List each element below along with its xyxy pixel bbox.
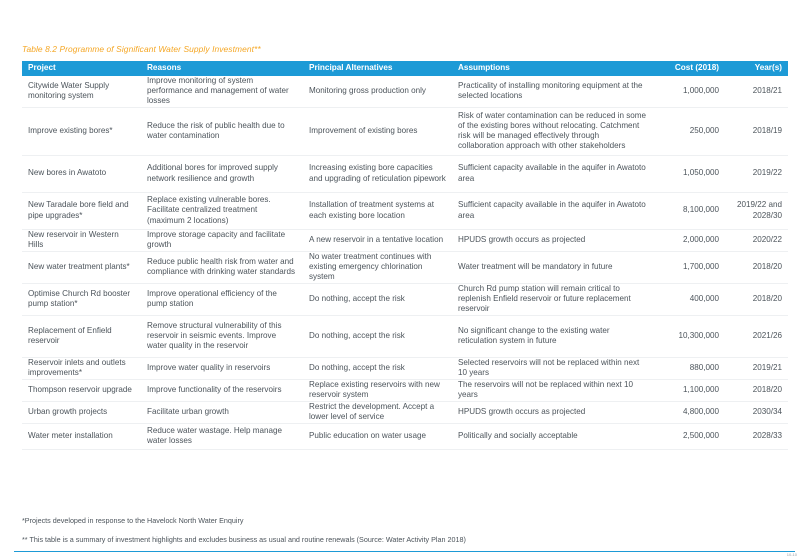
cell-years: 2020/22 <box>725 229 788 251</box>
cell-project: New reservoir in Western Hills <box>22 229 141 251</box>
cell-assumptions: Sufficient capacity available in the aquifer in Awatoto area <box>452 155 653 192</box>
cell-reasons: Reduce public health risk from water and compliance with drinking water standards <box>141 251 303 283</box>
cell-alternatives: Do nothing, accept the risk <box>303 283 452 315</box>
cell-alternatives: Do nothing, accept the risk <box>303 315 452 357</box>
cell-cost: 10,300,000 <box>653 315 725 357</box>
cell-years: 2028/33 <box>725 423 788 449</box>
cell-reasons: Reduce the risk of public health due to water contamination <box>141 107 303 155</box>
page-number: 10-10 <box>786 552 797 557</box>
cell-cost: 8,100,000 <box>653 192 725 229</box>
header-alternatives: Principal Alternatives <box>303 61 452 76</box>
table-row <box>22 315 788 357</box>
table-row <box>22 379 788 401</box>
cell-project: Reservoir inlets and outlets improvements* <box>22 357 141 379</box>
table-row <box>22 107 788 155</box>
footer-divider <box>14 551 795 552</box>
table-row <box>22 229 788 251</box>
table-row <box>22 155 788 192</box>
cell-years: 2018/20 <box>725 379 788 401</box>
cell-assumptions: Selected reservoirs will not be replaced within next 10 years <box>452 357 653 379</box>
table-title: Table 8.2 Programme of Significant Water Supply Investment** <box>22 44 261 54</box>
cell-years: 2019/22 <box>725 155 788 192</box>
cell-reasons: Replace existing vulnerable bores. Facilitate centralized treatment (maximum 2 locations) <box>141 192 303 229</box>
cell-years: 2030/34 <box>725 401 788 423</box>
cell-years: 2021/26 <box>725 315 788 357</box>
cell-assumptions: HPUDS growth occurs as projected <box>452 229 653 251</box>
table-row <box>22 401 788 423</box>
table-row <box>22 251 788 283</box>
cell-assumptions: Church Rd pump station will remain critical to replenish Enfield reservoir or future replacement reservoir <box>452 283 653 315</box>
cell-project: Urban growth projects <box>22 401 141 423</box>
table-row <box>22 76 788 107</box>
cell-project: New water treatment plants* <box>22 251 141 283</box>
cell-assumptions: Sufficient capacity available in the aquifer in Awatoto area <box>452 192 653 229</box>
cell-project: Thompson reservoir upgrade <box>22 379 141 401</box>
cell-alternatives: No water treatment continues with existing emergency chlorination system <box>303 251 452 283</box>
cell-cost: 1,050,000 <box>653 155 725 192</box>
cell-cost: 2,500,000 <box>653 423 725 449</box>
cell-project: Replacement of Enfield reservoir <box>22 315 141 357</box>
cell-years: 2018/20 <box>725 251 788 283</box>
cell-project: New bores in Awatoto <box>22 155 141 192</box>
cell-reasons: Improve operational efficiency of the pump station <box>141 283 303 315</box>
header-cost: Cost (2018) <box>653 61 725 76</box>
cell-reasons: Remove structural vulnerability of this reservoir in seismic events. Improve water quality in the reservoir <box>141 315 303 357</box>
cell-alternatives: Replace existing reservoirs with new reservoir system <box>303 379 452 401</box>
header-assumptions: Assumptions <box>452 61 653 76</box>
cell-reasons: Facilitate urban growth <box>141 401 303 423</box>
cell-cost: 400,000 <box>653 283 725 315</box>
cell-assumptions: Practicality of installing monitoring equipment at the selected locations <box>452 76 653 107</box>
header-reasons: Reasons <box>141 61 303 76</box>
header-years: Year(s) <box>725 61 788 76</box>
cell-alternatives: A new reservoir in a tentative location <box>303 229 452 251</box>
cell-cost: 1,000,000 <box>653 76 725 107</box>
cell-cost: 2,000,000 <box>653 229 725 251</box>
cell-reasons: Improve storage capacity and facilitate growth <box>141 229 303 251</box>
cell-reasons: Additional bores for improved supply network resilience and growth <box>141 155 303 192</box>
table-row <box>22 423 788 449</box>
cell-alternatives: Do nothing, accept the risk <box>303 357 452 379</box>
header-project: Project <box>22 61 141 76</box>
cell-cost: 250,000 <box>653 107 725 155</box>
cell-project: Optimise Church Rd booster pump station* <box>22 283 141 315</box>
cell-assumptions: The reservoirs will not be replaced within next 10 years <box>452 379 653 401</box>
table-row <box>22 283 788 315</box>
cell-reasons: Reduce water wastage. Help manage water losses <box>141 423 303 449</box>
cell-assumptions: No significant change to the existing water reticulation system in future <box>452 315 653 357</box>
table-row <box>22 357 788 379</box>
cell-cost: 1,700,000 <box>653 251 725 283</box>
cell-alternatives: Increasing existing bore capacities and upgrading of reticulation pipework <box>303 155 452 192</box>
cell-alternatives: Improvement of existing bores <box>303 107 452 155</box>
cell-assumptions: Politically and socially acceptable <box>452 423 653 449</box>
cell-years: 2019/21 <box>725 357 788 379</box>
cell-years: 2018/19 <box>725 107 788 155</box>
cell-cost: 880,000 <box>653 357 725 379</box>
cell-cost: 4,800,000 <box>653 401 725 423</box>
cell-years: 2018/21 <box>725 76 788 107</box>
cell-assumptions: Water treatment will be mandatory in future <box>452 251 653 283</box>
cell-project: Citywide Water Supply monitoring system <box>22 76 141 107</box>
investment-table <box>22 61 788 450</box>
cell-cost: 1,100,000 <box>653 379 725 401</box>
cell-reasons: Improve functionality of the reservoirs <box>141 379 303 401</box>
footnote-summary: ** This table is a summary of investment highlights and excludes business as usual and routine renewals (Source: Water Activity Plan 2018) <box>22 535 466 544</box>
cell-project: Improve existing bores* <box>22 107 141 155</box>
cell-years: 2018/20 <box>725 283 788 315</box>
cell-project: Water meter installation <box>22 423 141 449</box>
cell-years: 2019/22 and 2028/30 <box>725 192 788 229</box>
cell-alternatives: Public education on water usage <box>303 423 452 449</box>
cell-alternatives: Monitoring gross production only <box>303 76 452 107</box>
cell-reasons: Improve water quality in reservoirs <box>141 357 303 379</box>
table-row <box>22 192 788 229</box>
cell-reasons: Improve monitoring of system performance and management of water losses <box>141 76 303 107</box>
cell-alternatives: Restrict the development. Accept a lower level of service <box>303 401 452 423</box>
cell-assumptions: HPUDS growth occurs as projected <box>452 401 653 423</box>
footnote-havelock: *Projects developed in response to the Havelock North Water Enquiry <box>22 516 244 525</box>
cell-alternatives: Installation of treatment systems at each existing bore location <box>303 192 452 229</box>
cell-assumptions: Risk of water contamination can be reduced in some of the existing bores without relocating. Catchment risk will be managed effectively through collaboration approach with other stakeholders <box>452 107 653 155</box>
table-header <box>22 61 788 76</box>
cell-project: New Taradale bore field and pipe upgrades* <box>22 192 141 229</box>
table-body <box>22 76 788 449</box>
